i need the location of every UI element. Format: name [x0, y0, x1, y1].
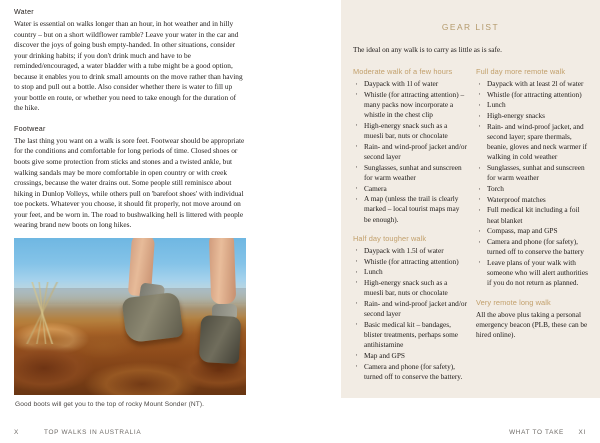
- photo-grass-tuft: [14, 282, 72, 344]
- list-item: · Lunch: [353, 267, 467, 277]
- footer-chapter-title: WHAT TO TAKE: [509, 429, 564, 436]
- group-title-very-remote-walk: Very remote long walk: [476, 297, 551, 307]
- photo-leg-right: [209, 238, 236, 304]
- section-heading-water: Water: [14, 8, 34, 16]
- photo-boot-right: [199, 315, 241, 364]
- list-item: · Waterproof matches: [476, 195, 590, 205]
- list-item: · Sunglasses, sunhat and sunscreen for warm weather: [353, 163, 467, 183]
- paragraph-spacer: [14, 114, 246, 125]
- list-item: · High-energy snack such as a muesli bar, nuts or chocolate: [353, 121, 467, 141]
- photo-boot-left: [121, 292, 183, 344]
- list-item: · High-energy snacks: [476, 111, 590, 121]
- footer-book-title: TOP WALKS IN AUSTRALIA: [44, 429, 142, 436]
- photo-image: [14, 238, 246, 395]
- very-remote-walk-text: All the above plus taking a personal emergency beacon (PLB, these can be hired online).: [476, 309, 588, 339]
- panel-column-right: [476, 67, 590, 382]
- list-item: · Daypack with 1.5l of water: [353, 246, 467, 256]
- list-item: · Rain- and wind-proof jacket and/or second layer: [353, 142, 467, 162]
- section-body-footwear: The last thing you want on a walk is sore feet. Footwear should be appropriate for the conditions and comfortable for long periods of time. Closed shoes or boots give some protection from sticks and stones and a twisted ankle, but walking sandals may be more comfortable in open country or with creek crossings, because the water drains out. Some people still reminisce about hiking in Dunlop Volleys, while others pull on 'barefoot shoes' with individual toe pockets. Whatever you choose, it should fit properly, not move around on your feet, and be worn in. The road to bushwalking hell is littered with people wearing brand new boots on long hikes.: [14, 135, 245, 230]
- gear-list-panel: [341, 0, 600, 398]
- list-item: · Rain- and wind-proof jacket and/or second layer: [353, 299, 467, 319]
- gear-list-moderate-walk: [353, 79, 467, 225]
- list-item: · Whistle (for attracting attention) – many packs now incorporate a whistle in the chest clip: [353, 90, 467, 121]
- list-item: · Torch: [476, 184, 590, 194]
- group-title-full-day-walk: Full day more remote walk: [476, 67, 566, 76]
- panel-column-left: [353, 67, 467, 382]
- list-item: · Whistle (for attracting attention): [476, 90, 590, 100]
- list-item: · Rain- and wind-proof jacket, and second layer; spare thermals, beanie, gloves and neck warmer if walking in cold weather: [476, 122, 590, 163]
- list-item: · Camera and phone (for safety), turned off to conserve the battery: [476, 237, 590, 257]
- list-item: · Leave plans of your walk with someone who will alert authorities if you do not return as planned.: [476, 258, 590, 289]
- list-item: · Camera and phone (for safety), turned off to conserve the battery.: [353, 362, 467, 382]
- gear-list-half-day-walk: [353, 246, 467, 382]
- list-item: · A map (unless the trail is clearly marked – local tourist maps may be enough).: [353, 194, 467, 225]
- list-item: · Lunch: [476, 100, 590, 110]
- list-item: · Daypack with at least 2l of water: [476, 79, 590, 89]
- list-item: · Daypack with 1l of water: [353, 79, 467, 89]
- section-heading-footwear: Footwear: [14, 124, 46, 133]
- page-footer: [0, 429, 600, 443]
- list-item: · High-energy snack such as a muesli bar, nuts or chocolate: [353, 278, 467, 298]
- footer-left-page-number: X: [14, 429, 19, 436]
- list-item: · Camera: [353, 184, 467, 194]
- footer-right-page-number: XI: [578, 429, 586, 436]
- list-item: · Sunglasses, sunhat and sunscreen for warm weather: [476, 163, 590, 183]
- photo-caption: Good boots will get you to the top of rocky Mount Sonder (NT).: [15, 401, 205, 408]
- list-item: · Basic medical kit – bandages, blister treatments, perhaps some antihistamine: [353, 320, 467, 351]
- list-item: · Compass, map and GPS: [476, 226, 590, 236]
- list-item: · Map and GPS: [353, 351, 467, 361]
- list-item: · Full medical kit including a foil heat blanket: [476, 205, 590, 225]
- section-body-water: Water is essential on walks longer than an hour, in hot weather and in hilly country – but on a short wildflower ramble? Leave your water in the car and discover the joys of going bush empty-handed. In other situations, consider your drinking habits; if you don't drink much and have to be reminded/encouraged, a water bladder with a tube might be a good option, because it enables you to drink small amounts on the move rather than having to stop and pull out a bottle. Also consider whether there is water to fill up your bottle en route, or whether you need to take enough for the duration of the hike.: [14, 19, 243, 113]
- gear-list-full-day-walk: [476, 79, 590, 289]
- panel-columns: [341, 55, 600, 382]
- group-title-half-day-walk: Half day tougher walk: [353, 233, 427, 243]
- panel-intro-text: The ideal on any walk is to carry as little as is safe.: [353, 45, 502, 54]
- panel-title: GEAR LIST: [441, 22, 500, 32]
- group-title-moderate-walk: Moderate walk of a few hours: [353, 67, 453, 76]
- photo-hiking-boots: [14, 238, 246, 395]
- list-item: · Whistle (for attracting attention): [353, 257, 467, 267]
- left-text-column: [14, 8, 246, 231]
